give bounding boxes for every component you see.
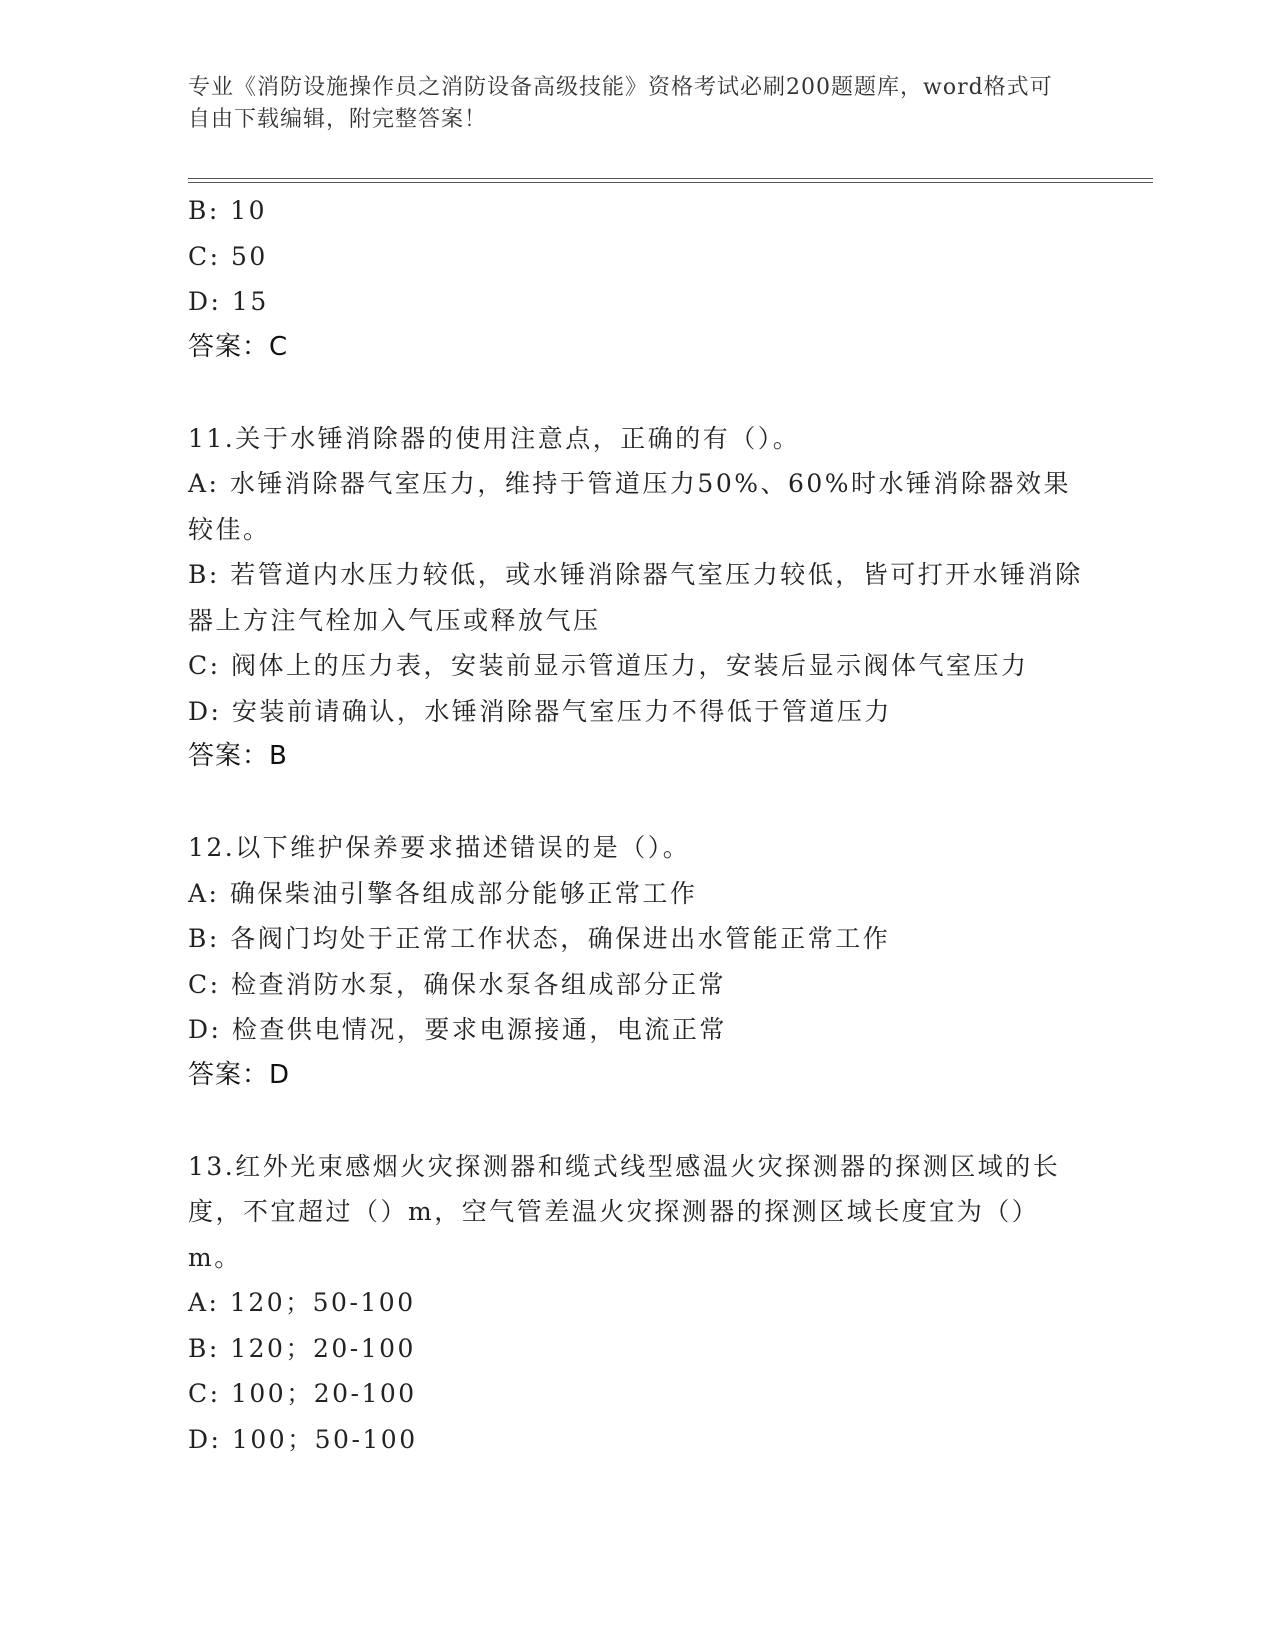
document-body: [188, 188, 1088, 1462]
spacer: [188, 1098, 1088, 1144]
spacer: [188, 370, 1088, 416]
answer-line: 答案：C: [188, 331, 289, 362]
question-12: [188, 825, 1088, 1098]
option-d: D: 100；50-100: [188, 1424, 418, 1454]
option-d: D: 检查供电情况，要求电源接通，电流正常: [188, 1015, 727, 1044]
option-c: C: 检查消防水泵，确保水泵各组成部分正常: [188, 969, 726, 999]
option-a: A: 确保柴油引擎各组成部分能够正常工作: [188, 878, 698, 908]
option-d: D: 安装前请确认，水锤消除器气室压力不得低于管道压力: [188, 696, 892, 726]
option-c: C: 阀体上的压力表，安装前显示管道压力，安装后显示阀体气室压力: [188, 651, 1029, 680]
spacer: [188, 780, 1088, 826]
question-13: [188, 1144, 1088, 1463]
option-b: B: 10: [188, 196, 268, 225]
option-b: B: 各阀门均处于正常工作状态，确保进出水管能正常工作: [188, 924, 891, 953]
option-b: B: 若管道内水压力较低，或水锤消除器气室压力较低，皆可打开水锤消除器上方注气栓加入气压或释放气压: [188, 560, 1083, 635]
option-c: C: 50: [188, 241, 268, 271]
page-header: 专业《消防设施操作员之消防设备高级技能》资格考试必刷200题题库，word格式可自由下载编辑，附完整答案！: [188, 75, 1053, 132]
option-a: A: 120；50-100: [188, 1288, 416, 1317]
question-stem: 13.红外光束感烟火灾探测器和缆式线型感温火灾探测器的探测区域的长度，不宜超过（）m，空气管差温火灾探测器的探测区域长度宜为（）m。: [188, 1151, 1061, 1272]
option-c: C: 100；20-100: [188, 1379, 417, 1408]
header-divider: [188, 178, 1153, 183]
question-11: [188, 416, 1088, 780]
answer-line: 答案：D: [188, 1059, 291, 1090]
answer-line: 答案：B: [188, 741, 288, 771]
question-stem: 12.以下维护保养要求描述错误的是（）。: [188, 833, 691, 862]
option-d: D: 15: [188, 287, 269, 316]
option-a: A: 水锤消除器气室压力，维持于管道压力50%、60%时水锤消除器效果较佳。: [188, 469, 1072, 544]
question-stem: 11.关于水锤消除器的使用注意点，正确的有（）。: [188, 423, 801, 453]
option-b: B: 120；20-100: [188, 1333, 416, 1363]
